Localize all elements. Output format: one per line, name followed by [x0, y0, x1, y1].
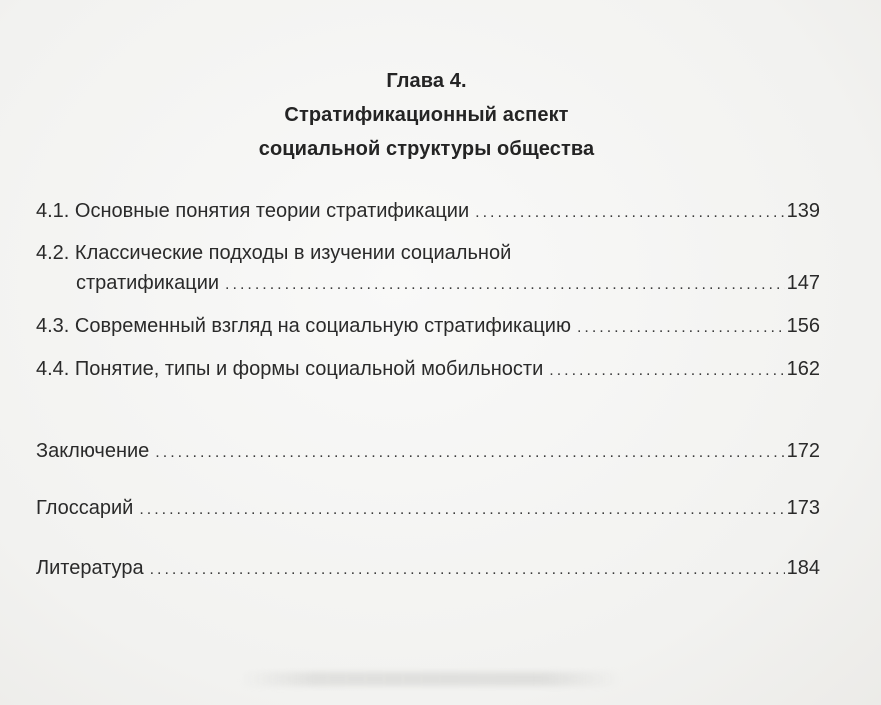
toc-entry-literature	[36, 553, 820, 583]
toc-entry-page: 184	[786, 557, 820, 579]
toc-entry-label: 4.3. Современный взгляд на социальную стратификацию	[36, 315, 571, 337]
toc-leader-dots	[549, 358, 784, 384]
toc-entry-label: стратификации	[76, 272, 220, 294]
toc-entry-4-2-line1: 4.2. Классические подходы в изучении социальной	[36, 242, 512, 264]
toc-entry-page: 172	[786, 440, 820, 462]
toc-entry-4-1	[36, 196, 820, 226]
toc-entry-page: 139	[786, 200, 820, 222]
toc-entry-page: 156	[786, 315, 820, 337]
toc-entry-label: 4.1. Основные понятия теории стратификации	[36, 200, 470, 222]
toc-entry-page: 162	[786, 358, 820, 380]
chapter-header	[0, 64, 853, 166]
toc-leader-dots	[155, 440, 784, 466]
toc-leader-dots	[150, 557, 785, 583]
chapter-title-line1: Стратификационный аспект	[284, 104, 569, 126]
toc-leader-dots	[475, 200, 784, 226]
toc-entry-label: 4.4. Понятие, типы и формы социальной мобильности	[36, 358, 544, 380]
toc-leader-dots	[225, 272, 785, 298]
toc-entry-page: 147	[786, 272, 820, 294]
toc-entry-label: Глоссарий	[36, 497, 134, 519]
toc-entry-conclusion	[36, 436, 820, 466]
toc-entry-4-3	[36, 311, 820, 341]
toc-leader-dots	[139, 497, 784, 523]
toc-entry-label: Заключение	[36, 440, 150, 462]
print-smudge	[240, 672, 620, 686]
toc-leader-dots	[577, 315, 785, 341]
toc-entry-page: 173	[786, 497, 820, 519]
toc-entry-glossary	[36, 493, 820, 523]
toc-entry-4-4	[36, 354, 820, 384]
toc-entry-label: Литература	[36, 557, 144, 579]
chapter-title-line2: социальной структуры общества	[258, 138, 595, 160]
toc-entry-4-2	[76, 268, 820, 298]
chapter-number: Глава 4.	[386, 70, 467, 92]
